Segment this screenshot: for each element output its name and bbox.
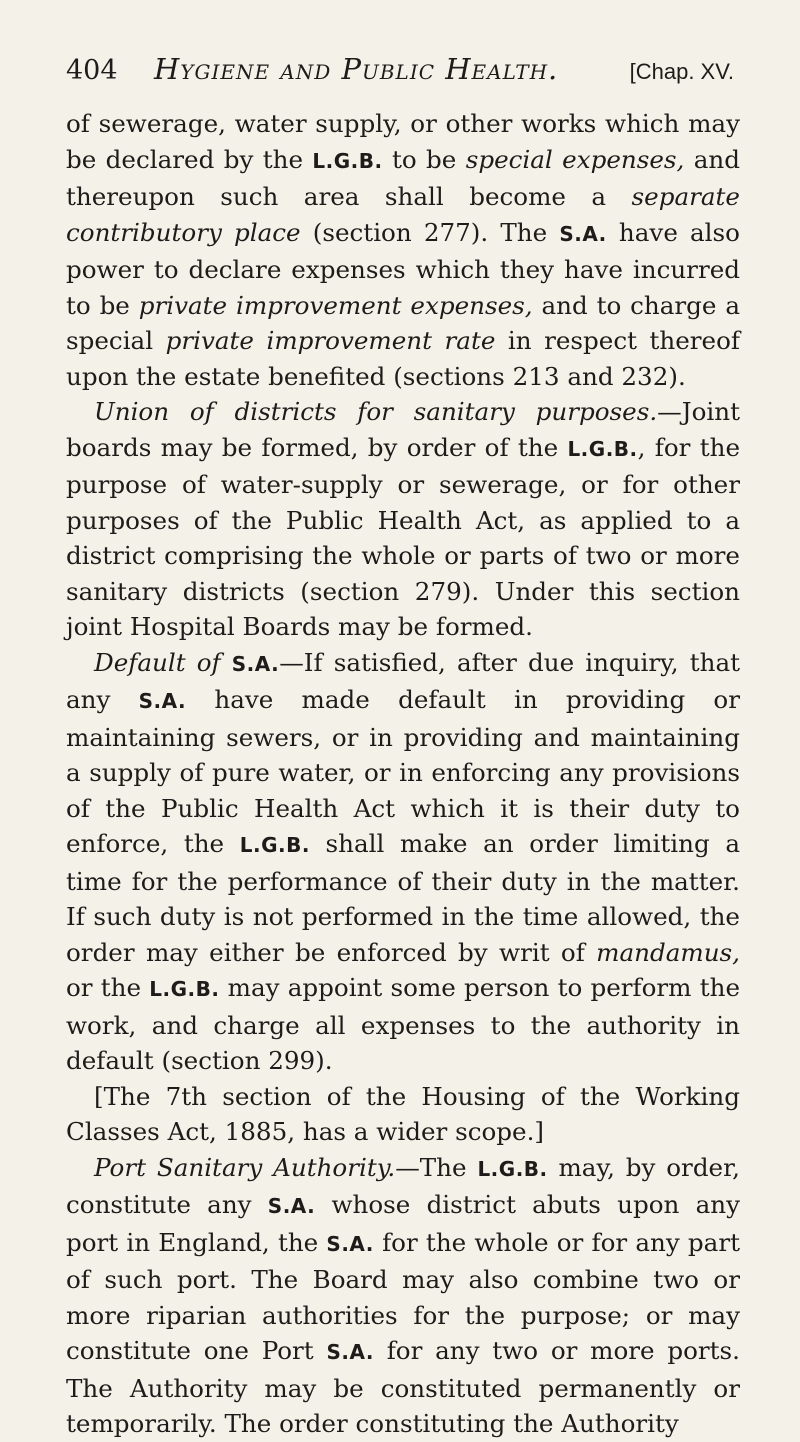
running-head [66, 52, 740, 100]
text-run: —Joint boards may be formed, by order of the [66, 397, 740, 462]
text-run: have also power to declare expenses which they have incurred to be [66, 217, 740, 320]
paragraph-port-sanitary-authority [66, 1150, 740, 1442]
chapter-label: [Chap. XV. [629, 59, 734, 84]
abbreviation: S.A. [559, 221, 607, 246]
italic-phrase: mandamus, [596, 937, 740, 967]
text-run: for the whole or for any part of such port. The Board may also combine two or more riparian authorities for the purpose; or may constitute one Port [66, 1227, 740, 1365]
text-run: —The [395, 1152, 478, 1182]
abbreviation: S.A. [326, 1231, 374, 1256]
abbreviation: L.G.B. [567, 436, 638, 461]
italic-phrase: Union of districts for sanitary purposes. [94, 397, 658, 426]
paragraph-union-of-districts [66, 394, 740, 645]
italic-phrase: private improvement expenses, [138, 290, 533, 320]
paragraph-default-of-sa [66, 645, 740, 1079]
text-run: and thereupon such area shall become a [66, 144, 740, 211]
text-run: (section 277). The [300, 217, 560, 247]
text-run: may, by order, constitute any [66, 1152, 740, 1219]
text-run: for any two or more ports. The Authority may be constituted permanently or temporarily. The order constituting the Authority [66, 1336, 740, 1438]
italic-phrase: special expenses, [465, 144, 685, 174]
italic-phrase: Port Sanitary Authority. [94, 1152, 396, 1182]
running-title: Hygiene and Public Health. [154, 52, 559, 86]
abbreviation: S.A. [326, 1340, 374, 1364]
abbreviation: L.G.B. [477, 1156, 548, 1181]
abbreviation: S.A. [267, 1194, 316, 1218]
text-run: —If satisfied, after due inquiry, that any [66, 647, 740, 714]
text-run: in respect thereof upon the estate benefited (sections 213 and 232). [66, 326, 741, 391]
text-run: or the [66, 973, 150, 1002]
abbreviation: S.A. [138, 689, 187, 713]
text-run: whose district abuts upon any port in England, the [66, 1190, 740, 1257]
paragraph-sewerage-continued [66, 106, 740, 394]
body-text [66, 106, 740, 1442]
text-run: , for the purpose of water-supply or sewerage, or for other purposes of the Public Health Act, as applied to a district comprising the whole or parts of two or more sanitary districts (section 279). Under this section joint Hospital Boards may be formed. [66, 432, 740, 641]
page-number: 404 [66, 55, 118, 86]
abbreviation: S.A. [231, 651, 280, 676]
abbreviation: L.G.B. [149, 977, 220, 1001]
text-run: [The 7th section of the Housing of the Working Classes Act, 1885, has a wider scope.] [66, 1081, 740, 1146]
abbreviation: L.G.B. [239, 833, 310, 857]
italic-phrase: private improvement rate [165, 326, 496, 355]
text-run: and to charge a special [66, 290, 741, 355]
abbreviation: L.G.B. [312, 148, 383, 173]
paragraph-housing-act-note [66, 1079, 740, 1150]
text-run: may appoint some person to perform the work, and charge all expenses to the authority in default (section 299). [66, 973, 740, 1075]
text-run: of sewerage, water supply, or other works which may be declared by the [66, 109, 740, 174]
italic-phrase: separate contributory place [66, 182, 740, 247]
italic-phrase: Default of [94, 647, 232, 677]
text-run: shall make an order limiting a time for the performance of their duty in the matter. If such duty is not performed in the time allowed, the order may either be enforced by writ of [66, 829, 740, 967]
text-run: have made default in providing or maintaining sewers, or in providing and maintaining a supply of pure water, or in enforcing any provisions of the Public Health Act which it is their duty to enforce, the [66, 685, 740, 858]
text-run: to be [382, 144, 466, 174]
